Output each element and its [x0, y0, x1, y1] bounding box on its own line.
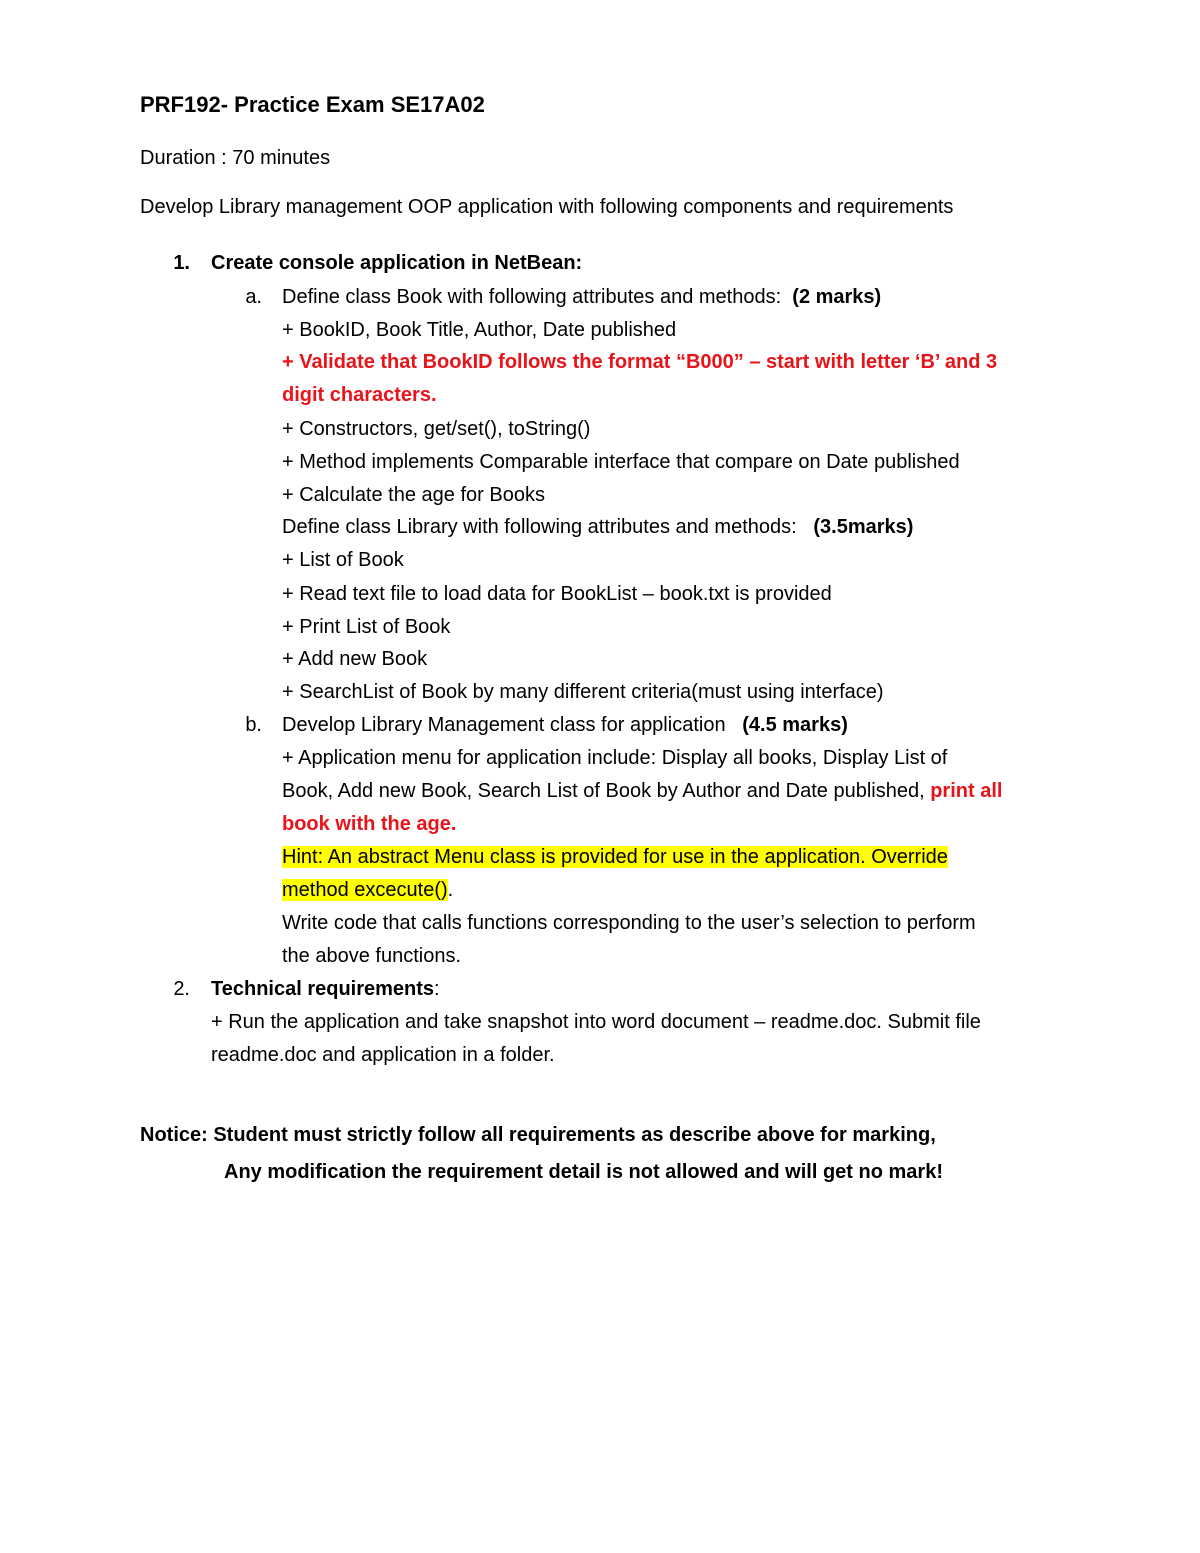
menu-line-2: [282, 778, 1002, 804]
item-a-letter: a.: [245, 286, 262, 308]
item-b-text: [282, 712, 848, 738]
item-a-marks: (2 marks): [792, 286, 882, 308]
section2-heading-text: Technical requirements: [211, 978, 435, 1000]
section1-number: 1.: [173, 252, 190, 274]
library-line-3: + Print List of Book: [282, 616, 451, 638]
library-line-5: + SearchList of Book by many different criteria(must using interface): [282, 681, 884, 703]
hint-line-1: [282, 844, 948, 870]
item-a-description: Define class Book with following attributes and methods:: [282, 286, 782, 308]
library-line-4: + Add new Book: [282, 648, 428, 670]
menu-line-2-red: print all: [930, 780, 1003, 802]
notice-line-1: Notice: Student must strictly follow all requirements as describe above for marking,: [140, 1124, 936, 1146]
validate-line-1: + Validate that BookID follows the format “B000” – start with letter ‘B’ and 3: [282, 351, 998, 373]
comparable-line: + Method implements Comparable interface that compare on Date published: [282, 451, 960, 473]
age-line: + Calculate the age for Books: [282, 484, 545, 506]
write-code-line-2: the above functions.: [282, 945, 462, 967]
hint-line-1-highlight: Hint: An abstract Menu class is provided for use in the application. Override: [282, 846, 948, 868]
item-b-description: Develop Library Management class for application: [282, 714, 726, 736]
validate-line-2: digit characters.: [282, 384, 437, 406]
book-attributes-line: + BookID, Book Title, Author, Date published: [282, 319, 677, 341]
constructors-line: + Constructors, get/set(), toString(): [282, 418, 591, 440]
library-line-1: + List of Book: [282, 549, 404, 571]
item-a-text: [282, 284, 881, 310]
intro-text: Develop Library management OOP application with following components and requirements: [140, 196, 954, 218]
notice-line-2: Any modification the requirement detail is not allowed and will get no mark!: [224, 1161, 943, 1183]
section1-heading: Create console application in NetBean:: [211, 252, 583, 274]
library-class-marks: (3.5marks): [813, 516, 914, 538]
item-b-letter: b.: [245, 714, 262, 736]
section2-line-1: + Run the application and take snapshot into word document – readme.doc. Submit file: [211, 1011, 981, 1033]
menu-line-1: + Application menu for application include: Display all books, Display List of: [282, 747, 948, 769]
library-line-2: + Read text file to load data for BookList – book.txt is provided: [282, 583, 832, 605]
hint-line-2-tail: .: [447, 879, 454, 901]
item-b-marks: (4.5 marks): [742, 714, 848, 736]
hint-line-2: [282, 877, 453, 903]
duration-text: Duration : 70 minutes: [140, 147, 331, 169]
library-class-description: Define class Library with following attributes and methods:: [282, 516, 797, 538]
section2-heading: [211, 976, 440, 1002]
library-class-text: [282, 514, 913, 540]
section2-line-2: readme.doc and application in a folder.: [211, 1044, 555, 1066]
section2-heading-tail: :: [434, 978, 440, 1000]
hint-line-2-highlight: method excecute(): [282, 879, 448, 901]
write-code-line-1: Write code that calls functions corresponding to the user’s selection to perform: [282, 912, 976, 934]
section2-number: 2.: [173, 978, 190, 1000]
menu-line-3: book with the age.: [282, 813, 457, 835]
document-title: PRF192- Practice Exam SE17A02: [140, 92, 485, 117]
menu-line-2-text: Book, Add new Book, Search List of Book by Author and Date published,: [282, 780, 925, 802]
